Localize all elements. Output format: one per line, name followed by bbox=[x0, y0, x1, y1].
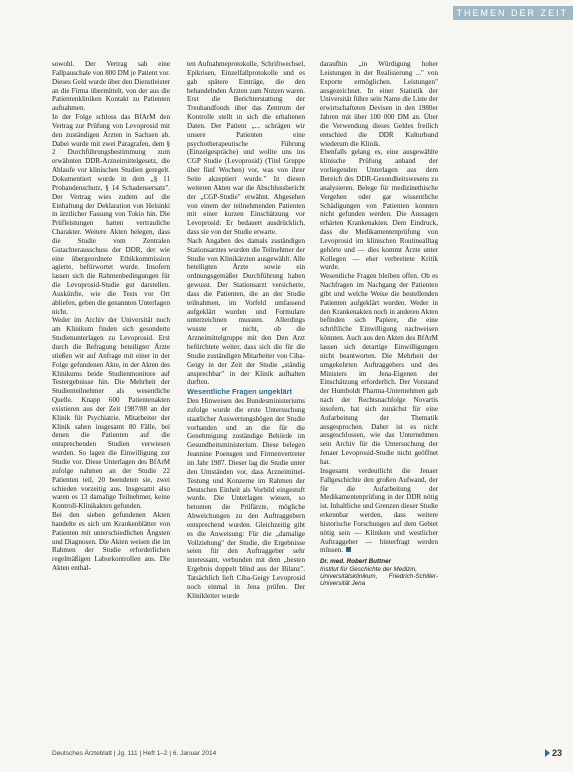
paragraph: Nach Angaben des damals zuständigen Stationsarztes wurden die Teilnehmer der Studie von Klinikärzten ausgewählt. Alle beteiligten Ärzte sowie ein ordnungsgemäßer Durchführung haben gewusst. Der Stationsarzt versicherte, dass die Patienten, die an der Studie teilnahmen, im Vorfeld umfassend aufgeklärt wurden und Formulare unterzeichnen mussten. Allerdings wusste er nicht, ob die Arzneimittelgruppe mit den Den Arzt befürchtete weiter, dass sich die für die Studie zuständigen Mitarbeiter von Ciba-Geigy in der Zeit der Studie „ständig ansprechbar" in der Klinik aufhalten durften. bbox=[187, 236, 305, 387]
page-number bbox=[545, 748, 562, 758]
footer-date: 6. Januar 2014 bbox=[172, 750, 217, 757]
paragraph: daraufhin „in Würdigung hoher Leistungen in der Realisierung ..." von Exporte ermöglichen. Leistungen" ausgezeichnet. In einer Statistik der Universität führe sein Name die Liste der erwirtschafteten Devisen in den 1980er Jahren mit über 100 000 DM an. Über die Verwendung dieses Geldes freilich entschied die DDR Kulturbund wiederum die Klinik. bbox=[320, 60, 438, 148]
text-column-1 bbox=[52, 60, 170, 573]
paragraph: Weder im Archiv der Universität noch am Klinikum finden sich gesonderte Studienunterlagen zu Levoprosid. Erst durch die Befragung beteiligter Ärzte stießen wir auf Anfrage mit einer in der Folge gefundenen Akte, in der Akten des Klinikums beide Studienmonitore auf Testergebnisse hin. Die Mehrheit der Studienteilnehmer als wesentliche Quelle. Knapp 600 Patientenakten existieren aus der Zeit 1987/88 an der Klinik für Psychiatrie. Mitarbeiter der Klinik sahen insgesamt 80 Fälle, bei denen die Patienten auf die entsprechenden Studien verwiesen wurden. So lagen die Einwilligung zur Studie vor. Diese Unterlagen des BfArM zufolge nahmen an der Studie 22 Patienten teil, 20 beendeten sie, zwei schieden vorzeitig aus. Insgesamt also waren es 13 damalige Teilnehmer, keine Kontroll-Klinikakten gefunden. bbox=[52, 316, 170, 511]
author-name: Dr. med. Robert Buttner bbox=[320, 558, 392, 566]
author-block bbox=[320, 558, 438, 587]
paragraph: Den Hinweisen des Bundesministeriums zufolge wurde die erste Untersuchung staatlicher Auswertungsbögen der Studie vorhanden und an die für die Genehmigung zuständige Behörde im Gesundheitsministerium. Diese belegen Jeannine Poensgen und Firmenvertreter im Jahr 1987. Dieser lag die Studie unter den Umständen vor, dass Arzneimittel-Testung und Konzerne im Rahmen der Deutschen Einheit als Vorbild eingestuft wurde. Die Unterlagen wiesen, so betonten die Prüfärzte, mögliche Abweichungen zu den Auftraggebern entsprechend wurden. Gleichzeitig gibt es die Anweisung: Für die „damalige Vollziehung" der Studie, die Ergebnisse seien für den Auftraggeber sehr interessant, verbunden mit dem „besten Ergebnis doppelt blind aus der Bilanz". Tatsächlich lieft Ciba-Geigy Levoprosid noch einmal in Jena prüfen. Der Klinikleiter wurde bbox=[187, 397, 305, 600]
paragraph: Bei den sieben gefundenen Akten handelte es sich um Krankenblätter von Patienten mit unterschiedlichen Ängsten und Diagnosen. Die Akten weisen die im Rahmen der Studie erforderlichen regelmäßigen Laborkontrollen aus. Die Akten enthal- bbox=[52, 511, 170, 573]
text-column-3 bbox=[320, 60, 438, 587]
author-affiliation-line-2: Universitätsklinikum, Friedrich-Schiller-Universität Jena bbox=[320, 572, 438, 588]
page-arrow-icon bbox=[545, 749, 550, 757]
footer-volume: Jg. 111 bbox=[117, 750, 138, 757]
section-label: THEMEN DER ZEIT bbox=[456, 8, 568, 18]
section-heading: Wesentliche Fragen ungeklärt bbox=[187, 387, 293, 397]
footer-issue: Heft 1–2 bbox=[142, 750, 168, 757]
page-number-text: 23 bbox=[552, 748, 563, 758]
paragraph-text: Insgesamt verdeutlicht die Jenaer Fallgeschichte den großen Aufwand, der für die Aufarbeitung der Medikamentenprüfung in der DDR nötig ist. Inhaltliche und Grenzen dieser Studie erkennbar werden, dass weitere historische Forschungen auf dem Gebiet nötig sein — Kliniken und westlicher Auftraggeber — hinterfragt werden müssen. bbox=[320, 466, 438, 555]
author-affiliation-line-1: Institut für Geschichte der Medizin, bbox=[320, 565, 417, 573]
paragraph: ten Aufnahmeprotokolle, Schriftwechsel, Epikrisen, Einzelfallprotokolle und es gab spätere Einträge, die den behandelnden Ärzten zum Nutzen waren. Erst die Berichterstattung der Treuhandfonds über das Zentrum der Kontrolle stellt in sich die erhaltenen Daten. Der Patient „... schrägen wir unsere Patienten eine psychotherapeutische Führung (Einzelgespräche) und wollte uns ins CGP Studie (Levoprosid) (Titel Gruppe über fünf Wochen) vor, was von ihrer Seite akzeptiert wurde." In diesen weiteren Akten war die Abschlussbericht der „CGP-Studie" erwähnt. Abgesehen von einem der teilnehmenden Patienten mit einer kurzen Einschätzung vor Levoprosid: Er bedauert ausdrücklich, dass sie von der Studie erwarte. bbox=[187, 60, 305, 237]
paragraph-last bbox=[320, 467, 438, 555]
paragraph: In der Folge schloss das BfArM den Vertrag zur Prüfung von Levoprosid mit den zuständigen Ärzten in Sachsen ab. Dabei wurde mit zwei Paragrafen, dem § 2 Durchführungsbestimmung zum erwähnten DDR-Arzneimittelgesetz, die Ablaufe vor klinischen Studien geregelt. Dokumentiert wurde in dem „§ 11 Probandenschutz, § 14 Schadensersatz". Der Vertrag wies zudem auf die Einhaltung der Deklaration von Helsinki in ärztlicher Fassung von Tokio hin. Die Prüfleistungen hatten vertrauliche Charakter. Weitere Akten belegen, dass die Studie vom Zentralen Gutachterausschuss der DDR, der wie eine übergeordnete Ethikkommission agierte, befürwortet wurde. Insofern lassen sich die Rahmenbedingungen für die Levoprosid-Studie gut darstellen. Auskünfte, wie die Tests vor Ort abliefen, geben die genannten Unterlagen nicht. bbox=[52, 113, 170, 316]
footer-publication: Deutsches Ärzteblatt bbox=[52, 750, 112, 757]
text-column-2 bbox=[187, 60, 305, 600]
paragraph: Wesentliche Fragen bleiben offen. Ob es Nachfragen im Nachgang der Patienten gibt und welche Weise die bestellenden Patienten aufgeklärt wurden. Weder in den Krankenakten noch in anderen Akten befinden sich Papiere, die eine schriftliche Einwilligung nachweisen könnten. Auch aus den Akten des BfArM lassen sich derartige Einwilligungen nicht beantworten. Die Mehrheit der umgekehrten Auftraggebers und des Ministers im Jena-Eigenen der Einschätzung erforderlich. Der Vorstand der Humboldt Pharma-Unternehmen gab nach der Rechtsnachfolge Novartis insofern, hat sich zunächst für eine Aufarbeitung der Thematik ausgesprochen. Daher ist es nicht ausgeschlossen, wie das Unternehmen sein Archiv für die Untersuchung der Jenaer Levoprosid-Studie nicht geöffnet hat. bbox=[320, 272, 438, 466]
paragraph: Ebenfalls gelang es, eine ausgewählte klinische Prüfung anhand der vorliegenden Unterlagen aus dem Bereich des DDR-Gesundheitswesens zu analysieren. Belege für medizinethische Vergehen oder gar wissentliche Schädigungen von Patienten konnten nicht gefunden werden. Die Aussagen erhärten Krankenakten. Dem Eindruck, dass die Medikamentenprüfung von Levoprosid im klinischen Routinealltag gehörte und — dies kommt Ärzte unter Kollegen — eher verbreitete Kritik wurde. bbox=[320, 148, 438, 272]
end-of-article-icon bbox=[346, 547, 351, 552]
page-footer: Deutsches Ärzteblatt | Jg. 111 | Heft 1–2 | 6. Januar 2014 bbox=[52, 750, 217, 757]
paragraph: sowohl. Der Vertrag sah eine Fallpauschale von 800 DM je Patient vor. Dieses Geld wurde über den Dienstleister an die Firma übermittelt, von der aus die Patientenkliniken Kontakt zu Patienten aufnahmen. bbox=[52, 60, 171, 113]
